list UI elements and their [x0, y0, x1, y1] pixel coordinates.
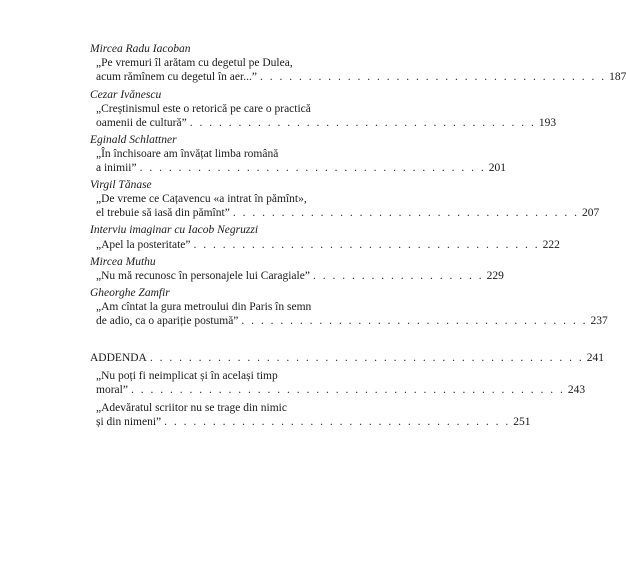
toc-entry[interactable]	[96, 415, 531, 429]
toc-author: Cezar Ivănescu	[90, 89, 162, 101]
toc-title-line: „Creștinismul este o retorică pe care o practică	[96, 103, 311, 115]
toc-title-line: de adio, ca o apariție postumă”	[96, 315, 239, 327]
toc-title-line: acum rămînem cu degetul în aer...”	[96, 71, 257, 83]
toc-author: Eginald Schlattner	[90, 134, 177, 146]
leader-dots: . . . . . . . . . . . . . . . . . . . . . . . . . . . . . . . . . . . .	[259, 71, 607, 83]
leader-dots: . . . . . . . . . . . . . . . . . . . . . . . . . . . . . . . . . . . .	[189, 117, 536, 129]
page-number: 207	[581, 207, 600, 219]
toc-title-line: el trebuie să iasă din pămînt”	[96, 207, 230, 219]
leader-dots: . . . . . . . . . . . . . . . . . .	[312, 270, 484, 282]
page-number: 193	[538, 117, 557, 129]
page-number: 237	[590, 315, 608, 327]
toc-author: Virgil Tănase	[90, 179, 152, 191]
addenda-title: ADDENDA	[90, 352, 147, 364]
leader-dots: . . . . . . . . . . . . . . . . . . . . . . . . . . . . . . . . . . . .	[139, 162, 486, 174]
toc-author: Mircea Muthu	[90, 256, 156, 268]
toc-title-line: „Adevăratul scriitor nu se trage din nimic	[96, 402, 287, 414]
leader-dots: . . . . . . . . . . . . . . . . . . . . . . . . . . . . . . . . . . . .	[232, 207, 579, 219]
page-number: 229	[486, 270, 504, 282]
toc-author: Gheorghe Zamfir	[90, 287, 170, 299]
toc-title-line: „În închisoare am învățat limba română	[96, 148, 279, 160]
page-number: 243	[567, 384, 586, 396]
toc-title-line: oamenii de cultură”	[96, 117, 187, 129]
toc-entry[interactable]	[96, 161, 506, 175]
toc-entry[interactable]	[96, 206, 600, 220]
toc-entry[interactable]	[96, 70, 626, 84]
leader-dots: . . . . . . . . . . . . . . . . . . . . . . . . . . . . . . . . . . . . . . . . . . . . .	[130, 384, 565, 396]
page-number: 201	[488, 162, 506, 174]
toc-title-line: „Pe vremuri îl arătam cu degetul pe Dulea,	[96, 57, 293, 69]
toc-title-line: „Am cîntat la gura metroului din Paris în semn	[96, 301, 312, 313]
toc-title-line: moral”	[96, 384, 128, 396]
addenda-entry[interactable]	[90, 351, 604, 365]
toc-title-line: „Nu mă recunosc în personajele lui Caragiale”	[96, 270, 310, 282]
page-number: 251	[513, 416, 531, 428]
leader-dots: . . . . . . . . . . . . . . . . . . . . . . . . . . . . . . . . . . . .	[193, 239, 540, 251]
toc-title-line: „De vreme ce Cațavencu «a intrat în pămînt»,	[96, 193, 307, 205]
toc-entry[interactable]	[96, 238, 560, 252]
toc-entry[interactable]	[96, 116, 557, 130]
toc-author: Mircea Radu Iacoban	[90, 43, 191, 55]
toc-title-line: și din nimeni”	[96, 416, 162, 428]
toc-entry[interactable]	[96, 383, 586, 397]
toc-entry[interactable]	[96, 314, 608, 328]
toc-author: Interviu imaginar cu Iacob Negruzzi	[90, 224, 259, 236]
leader-dots: . . . . . . . . . . . . . . . . . . . . . . . . . . . . . . . . . . . . . . . . . . . . .	[149, 352, 584, 364]
toc-title-line: „Apel la posteritate”	[96, 239, 191, 251]
leader-dots: . . . . . . . . . . . . . . . . . . . . . . . . . . . . . . . . . . . .	[164, 416, 511, 428]
toc-entry[interactable]	[96, 269, 504, 283]
page-number: 241	[586, 352, 604, 364]
leader-dots: . . . . . . . . . . . . . . . . . . . . . . . . . . . . . . . . . . . .	[241, 315, 588, 327]
page-number: 187	[609, 71, 626, 83]
toc-title-line: „Nu poți fi neimplicat și în același timp	[96, 370, 278, 382]
page-number: 222	[542, 239, 560, 251]
toc-title-line: a inimii”	[96, 162, 137, 174]
